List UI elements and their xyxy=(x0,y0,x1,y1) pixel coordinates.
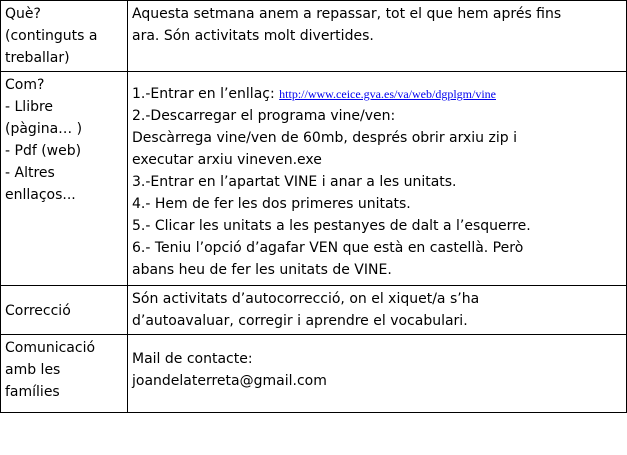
row-correction xyxy=(1,286,627,335)
step-2-line: Descàrrega vine/ven de 60mb, després obrir arxiu zip i xyxy=(132,130,517,146)
label-communication xyxy=(1,335,128,413)
step-5: 5.- Clicar les unitats a les pestanyes de dalt a l’esquerre. xyxy=(132,218,531,234)
label-how-line: - Pdf (web) xyxy=(5,143,82,159)
spacer xyxy=(132,337,622,348)
label-correction xyxy=(1,286,128,335)
label-communication-line: Comunicació xyxy=(5,340,96,356)
contact-email[interactable]: joandelaterreta@gmail.com xyxy=(132,373,327,389)
content-correction-line: Són activitats d’autocorrecció, on el xiquet/a s’ha xyxy=(132,291,480,307)
label-what-line: (continguts a xyxy=(5,28,98,44)
vine-link[interactable]: http://www.ceice.gva.es/va/web/dgplgm/vine xyxy=(279,87,496,101)
content-what-line: ara. Són activitats molt divertides. xyxy=(132,28,374,44)
label-how-line: - Llibre xyxy=(5,99,54,115)
label-correction-line: Correcció xyxy=(5,303,71,319)
content-correction xyxy=(128,286,627,335)
step-6-line: abans heu de fer les unitats de VINE. xyxy=(132,262,392,278)
step-1-text: 1.-Entrar en l’enllaç: xyxy=(132,86,280,102)
row-how xyxy=(1,72,627,286)
label-how-line: - Altres xyxy=(5,165,55,181)
step-2-title: 2.-Descarregar el programa vine/ven: xyxy=(132,108,396,124)
step-6-line: 6.- Teniu l’opció d’agafar VEN que està en castellà. Però xyxy=(132,240,524,256)
row-communication xyxy=(1,335,627,413)
label-how-line: enllaços... xyxy=(5,187,76,203)
step-4: 4.- Hem de fer les dos primeres unitats. xyxy=(132,196,411,212)
step-2-line: executar arxiu vineven.exe xyxy=(132,152,322,168)
spacer xyxy=(5,288,123,300)
content-what-line: Aquesta setmana anem a repassar, tot el que hem aprés fins xyxy=(132,6,562,22)
step-3: 3.-Entrar en l’apartat VINE i anar a les unitats. xyxy=(132,174,457,190)
label-communication-line: amb les xyxy=(5,362,61,378)
contact-label: Mail de contacte: xyxy=(132,351,253,367)
label-what-line: Què? xyxy=(5,6,41,22)
step-1 xyxy=(132,83,622,105)
content-what xyxy=(128,1,627,72)
label-what-line: treballar) xyxy=(5,50,70,66)
content-communication xyxy=(128,335,627,413)
row-what xyxy=(1,1,627,72)
label-how-line: Com? xyxy=(5,77,45,93)
content-how xyxy=(128,72,627,286)
label-what xyxy=(1,1,128,72)
spacer xyxy=(132,74,622,83)
content-correction-line: d’autoavaluar, corregir i aprendre el vocabulari. xyxy=(132,313,468,329)
label-communication-line: famílies xyxy=(5,384,60,400)
label-how-line: (pàgina… ) xyxy=(5,121,83,137)
label-how xyxy=(1,72,128,286)
